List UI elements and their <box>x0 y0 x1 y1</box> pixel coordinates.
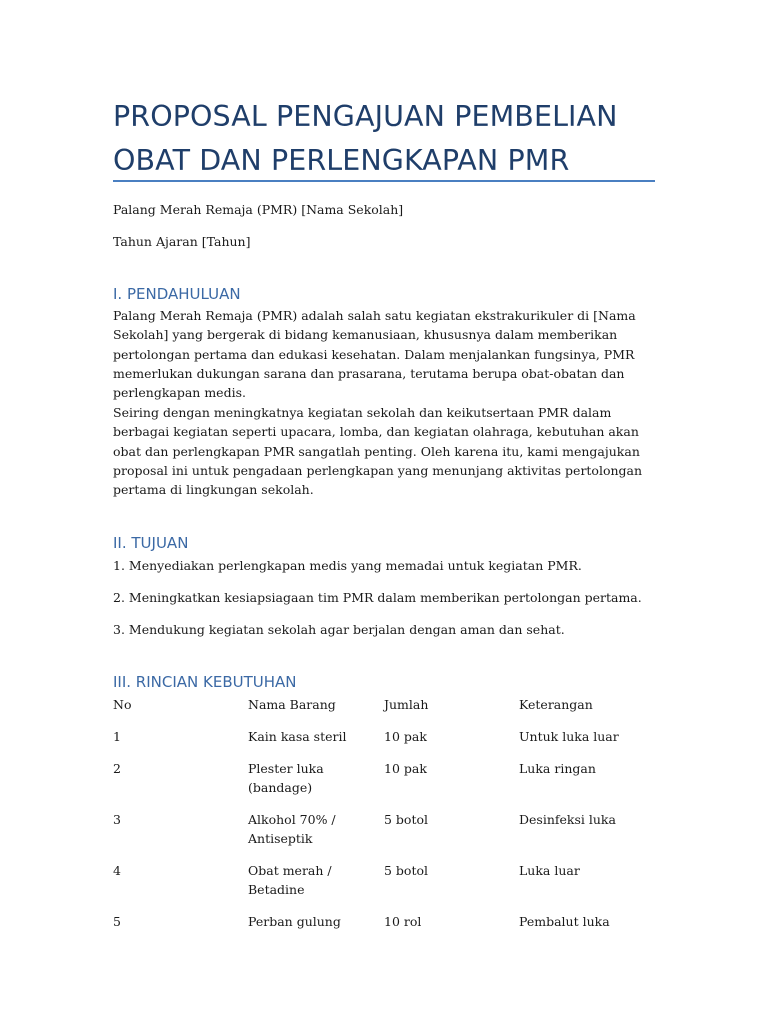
cell-nama-barang: Alkohol 70% / Antiseptik <box>248 812 336 846</box>
cell-jumlah: 10 pak <box>384 729 427 744</box>
cell-keterangan: Desinfeksi luka <box>519 812 616 827</box>
column-header-keterangan: Keterangan <box>519 697 593 712</box>
title-divider <box>113 180 655 182</box>
column-header-jumlah: Jumlah <box>384 697 429 712</box>
meta-organization: Palang Merah Remaja (PMR) [Nama Sekolah] <box>113 202 404 217</box>
requirements-table <box>113 695 655 944</box>
title-line-1: PROPOSAL PENGAJUAN PEMBELIAN <box>113 100 618 133</box>
section-heading-rincian-kebutuhan: III. RINCIAN KEBUTUHAN <box>113 673 297 691</box>
cell-jumlah: 10 pak <box>384 761 427 776</box>
cell-jumlah: 5 botol <box>384 863 429 878</box>
meta-academic-year: Tahun Ajaran [Tahun] <box>113 234 251 249</box>
cell-nama-barang: Perban gulung <box>248 914 341 929</box>
cell-nama-barang: Plester luka (bandage) <box>248 761 324 795</box>
cell-nama-barang: Obat merah / Betadine <box>248 863 332 897</box>
table-row <box>113 861 655 912</box>
title-line-2: OBAT DAN PERLENGKAPAN PMR <box>113 144 570 177</box>
paragraph-intro-2: Seiring dengan meningkatnya kegiatan sekolah dan keikutsertaan PMR dalam berbagai kegiatan seperti upacara, lomba, dan kegiatan olahraga, kebutuhan akan obat dan perlengkapan PMR sangatlah penting. Oleh karena itu, kami mengajukan proposal ini untuk pengadaan perlengkapan yang menunjang aktivitas pertolongan pertama di lingkungan sekolah. <box>113 405 643 498</box>
cell-keterangan: Untuk luka luar <box>519 729 619 744</box>
column-header-no: No <box>113 697 132 712</box>
table-row <box>113 759 655 810</box>
table-header-row <box>113 695 655 727</box>
goal-item: 1. Menyediakan perlengkapan medis yang memadai untuk kegiatan PMR. <box>113 558 582 573</box>
document-title <box>113 95 655 183</box>
cell-nama-barang: Kain kasa steril <box>248 729 347 744</box>
cell-no: 5 <box>113 914 121 929</box>
cell-keterangan: Luka ringan <box>519 761 596 776</box>
cell-no: 2 <box>113 761 121 776</box>
cell-no: 1 <box>113 729 121 744</box>
paragraph-intro-1: Palang Merah Remaja (PMR) adalah salah satu kegiatan ekstrakurikuler di [Nama Sekolah] yang bergerak di bidang kemanusiaan, khususnya dalam memberikan pertolongan pertama dan edukasi kesehatan. Dalam menjalankan fungsinya, PMR memerlukan dukungan sarana dan prasarana, terutama berupa obat-obatan dan perlengkapan medis. <box>113 308 636 401</box>
goal-item: 2. Meningkatkan kesiapsiagaan tim PMR dalam memberikan pertolongan pertama. <box>113 590 642 605</box>
table-row <box>113 727 655 759</box>
cell-jumlah: 10 rol <box>384 914 422 929</box>
section-heading-tujuan: II. TUJUAN <box>113 534 189 552</box>
cell-keterangan: Luka luar <box>519 863 580 878</box>
cell-no: 4 <box>113 863 121 878</box>
cell-keterangan: Pembalut luka <box>519 914 610 929</box>
table-row <box>113 912 655 944</box>
section-heading-pendahuluan: I. PENDAHULUAN <box>113 285 241 303</box>
goal-item: 3. Mendukung kegiatan sekolah agar berjalan dengan aman dan sehat. <box>113 622 565 637</box>
cell-jumlah: 5 botol <box>384 812 429 827</box>
cell-no: 3 <box>113 812 121 827</box>
table-row <box>113 810 655 861</box>
column-header-nama-barang: Nama Barang <box>248 697 336 712</box>
